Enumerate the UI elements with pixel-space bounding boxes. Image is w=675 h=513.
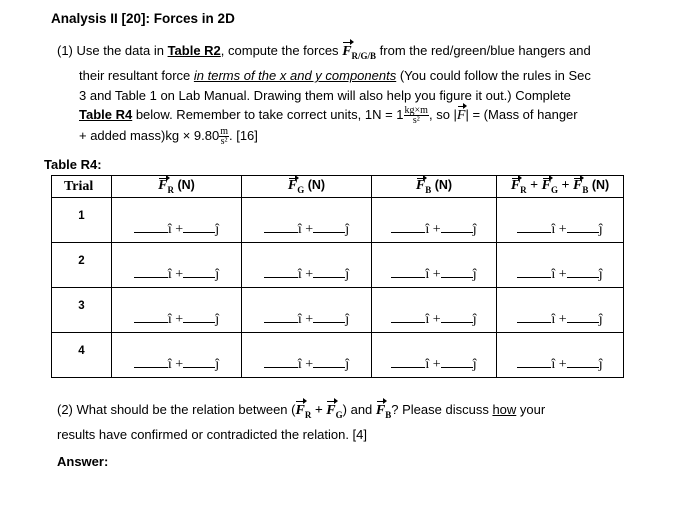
how-underline: how (492, 402, 517, 417)
components-phrase: in terms of the x and y components (193, 68, 397, 84)
question-2: (2) What should be the relation between $(F_R + F_G)$ and $F_B$? Please discuss how your results have confirmed or contradicted the relation. [4] (57, 402, 546, 442)
component-blank[interactable]: î + ĵ (501, 220, 619, 238)
component-blank[interactable]: î + ĵ (116, 355, 237, 373)
table-r4 (51, 175, 624, 378)
table-row (52, 288, 624, 333)
trial-number: 2 (78, 255, 85, 267)
component-blank[interactable]: î + ĵ (246, 355, 367, 373)
trial-cell (52, 243, 112, 288)
force-vector-symbol: $F_{R/G/B}$ (342, 44, 377, 61)
answer-label: Answer: (57, 454, 109, 469)
header-fb: $F_B$ (N) (372, 176, 497, 198)
component-blank[interactable]: î + ĵ (376, 355, 492, 373)
table-label: Table R4: (44, 157, 102, 172)
table-row (52, 333, 624, 378)
unit-fraction: $\frac{kg\times m}{\text{s²}}$ (404, 105, 428, 127)
component-blank[interactable]: î + ĵ (246, 265, 367, 283)
header-sum: $F_R + F_G + F_B$ (N) (497, 176, 624, 198)
component-cell (112, 333, 242, 378)
trial-number: 4 (78, 345, 85, 357)
component-blank[interactable]: î + ĵ (376, 265, 492, 283)
component-blank[interactable]: î + ĵ (376, 220, 492, 238)
component-cell (112, 288, 242, 333)
component-cell (372, 288, 497, 333)
component-blank[interactable]: î + ĵ (501, 265, 619, 283)
trial-number: 1 (78, 210, 85, 222)
header-trial: Trial (52, 176, 112, 198)
table-row (52, 198, 624, 243)
component-cell (497, 243, 624, 288)
table-r4-ref: Table R4 (79, 107, 133, 123)
component-blank[interactable]: î + ĵ (501, 310, 619, 328)
q1-text: (1) Use the data in (57, 43, 168, 58)
component-cell (372, 333, 497, 378)
component-blank[interactable]: î + ĵ (116, 220, 237, 238)
trial-cell (52, 333, 112, 378)
trial-cell (52, 288, 112, 333)
trial-cell (52, 198, 112, 243)
component-cell (242, 333, 372, 378)
component-cell (242, 288, 372, 333)
component-cell (497, 288, 624, 333)
component-blank[interactable]: î + ĵ (501, 355, 619, 373)
question-1: (1) Use the data in Table R2, compute the forces $F_{R/G/B}$ from the red/green/blue hangers and their resultant force in terms of the x and y components (You could follow the rules in Sec 3 and Table 1 on Lab Manual. Drawing them will also help you figure it out.) Complete Table R4 below. Remember to take correct units, 1N = 1 $\frac{kg\times m}{\text{s²}}$ , so |F| = (Mass of hanger + added mass)kg × 9.80 $\frac{m}{\text{s²}}$ . [16] (57, 43, 591, 147)
component-cell (497, 333, 624, 378)
header-fg: $F_G$ (N) (242, 176, 372, 198)
page-title: Analysis II [20]: Forces in 2D (51, 11, 235, 26)
component-cell (112, 198, 242, 243)
component-cell (497, 198, 624, 243)
component-cell (242, 198, 372, 243)
component-cell (242, 243, 372, 288)
component-blank[interactable]: î + ĵ (116, 310, 237, 328)
component-blank[interactable]: î + ĵ (246, 220, 367, 238)
table-r2-ref: Table R2 (167, 43, 221, 58)
table-row (52, 243, 624, 288)
component-cell (372, 198, 497, 243)
component-blank[interactable]: î + ĵ (246, 310, 367, 328)
component-blank[interactable]: î + ĵ (116, 265, 237, 283)
component-cell (112, 243, 242, 288)
component-blank[interactable]: î + ĵ (376, 310, 492, 328)
header-fr: $F_R$ (N) (112, 176, 242, 198)
trial-number: 3 (78, 300, 85, 312)
table-header-row (52, 176, 624, 198)
gravity-unit-fraction: $\frac{m}{\text{s²}}$ (220, 125, 228, 147)
component-cell (372, 243, 497, 288)
